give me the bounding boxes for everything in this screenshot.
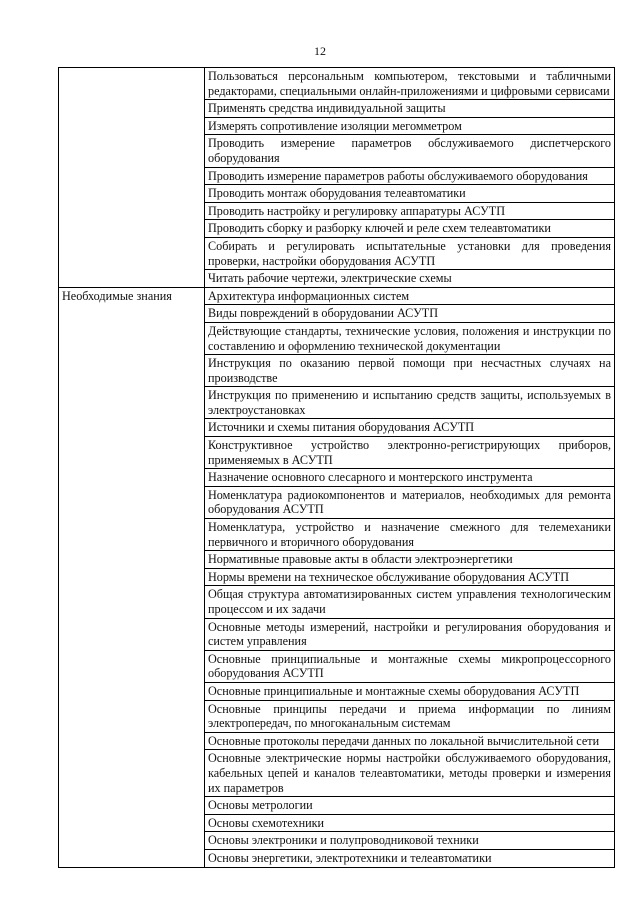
item-cell: Основные принципиальные и монтажные схемы микропроцессорного оборудования АСУТП	[205, 650, 615, 682]
item-cell: Проводить настройку и регулировку аппаратуры АСУТП	[205, 202, 615, 220]
item-cell: Нормативные правовые акты в области электроэнергетики	[205, 551, 615, 569]
item-cell: Общая структура автоматизированных систем управления технологическим процессом и их задачи	[205, 586, 615, 618]
item-cell: Конструктивное устройство электронно-регистрирующих приборов, применяемых в АСУТП	[205, 437, 615, 469]
item-cell: Архитектура информационных систем	[205, 287, 615, 305]
item-cell: Основные принципы передачи и приема информации по линиям электропередач, по многоканальным системам	[205, 700, 615, 732]
item-cell: Источники и схемы питания оборудования АСУТП	[205, 419, 615, 437]
item-cell: Основы энергетики, электротехники и телеавтоматики	[205, 849, 615, 867]
item-cell: Основные электрические нормы настройки обслуживаемого оборудования, кабельных цепей и каналов телеавтоматики, методы проверки и измерения их параметров	[205, 750, 615, 797]
requirements-table	[58, 67, 615, 868]
table-row	[59, 287, 615, 305]
item-cell: Проводить сборку и разборку ключей и реле схем телеавтоматики	[205, 220, 615, 238]
item-cell: Проводить измерение параметров работы обслуживаемого оборудования	[205, 167, 615, 185]
item-cell: Пользоваться персональным компьютером, текстовыми и табличными редакторами, специальными онлайн-приложениями и цифровыми сервисами	[205, 68, 615, 100]
item-cell: Читать рабочие чертежи, электрические схемы	[205, 270, 615, 288]
item-cell: Измерять сопротивление изоляции мегомметром	[205, 117, 615, 135]
item-cell: Нормы времени на техническое обслуживание оборудования АСУТП	[205, 568, 615, 586]
item-cell: Виды повреждений в оборудовании АСУТП	[205, 305, 615, 323]
item-cell: Основы метрологии	[205, 797, 615, 815]
item-cell: Назначение основного слесарного и монтерского инструмента	[205, 469, 615, 487]
item-cell: Проводить монтаж оборудования телеавтоматики	[205, 185, 615, 203]
requirements-table-body	[59, 68, 615, 868]
item-cell: Основные методы измерений, настройки и регулирования оборудования и систем управления	[205, 618, 615, 650]
item-cell: Инструкция по применению и испытанию средств защиты, используемых в электроустановках	[205, 387, 615, 419]
item-cell: Действующие стандарты, технические условия, положения и инструкции по составлению и оформлению технической документации	[205, 322, 615, 354]
item-cell: Номенклатура, устройство и назначение смежного для телемеханики первичного и вторичного оборудования	[205, 519, 615, 551]
page-number: 12	[314, 44, 326, 58]
item-cell: Основные принципиальные и монтажные схемы оборудования АСУТП	[205, 682, 615, 700]
category-cell: Необходимые знания	[59, 287, 205, 867]
item-cell: Основы схемотехники	[205, 814, 615, 832]
item-cell: Основы электроники и полупроводниковой техники	[205, 832, 615, 850]
item-cell: Номенклатура радиокомпонентов и материалов, необходимых для ремонта оборудования АСУТП	[205, 486, 615, 518]
item-cell: Собирать и регулировать испытательные установки для проведения проверки, настройки оборудования АСУТП	[205, 237, 615, 269]
table-row	[59, 68, 615, 100]
item-cell: Инструкция по оказанию первой помощи при несчастных случаях на производстве	[205, 355, 615, 387]
item-cell: Основные протоколы передачи данных по локальной вычислительной сети	[205, 732, 615, 750]
item-cell: Проводить измерение параметров обслуживаемого диспетчерского оборудования	[205, 135, 615, 167]
category-cell	[59, 68, 205, 288]
item-cell: Применять средства индивидуальной защиты	[205, 100, 615, 118]
